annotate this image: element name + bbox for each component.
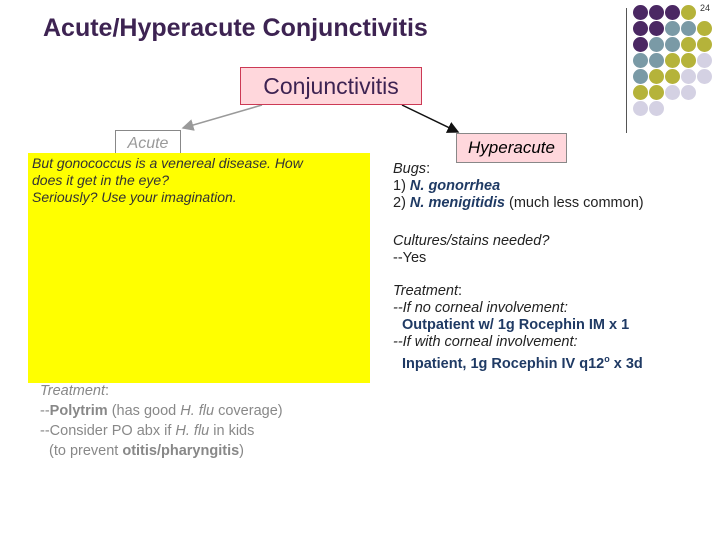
treatment-detail: Inpatient, 1g Rocephin IV q12$^o$ x 3d [402,354,643,372]
spacer [393,212,644,233]
note-line: Seriously? Use your imagination. [32,189,237,205]
page-number: 24 [700,3,711,13]
slide-title: Acute/Hyperacute Conjunctivitis [43,14,428,42]
note-line: But gonococcus is a venereal disease. How [32,155,303,171]
acute-treatment-line: --Consider PO abx if H. flu in kids [40,423,255,439]
acute-treatment-heading: Treatment: [40,383,110,399]
treatment-condition: --If no corneal involvement: [393,300,568,316]
hyperacute-node: Hyperacute [456,133,567,163]
conjunctivitis-node: Conjunctivitis [240,67,422,105]
bugs-heading: Bugs: [393,161,431,177]
note-line: does it get in the eye? [32,172,169,188]
bug-item: 1) N. gonorrhea [393,178,501,194]
cultures-heading: Cultures/stains needed? [393,233,550,249]
acute-node: Acute [115,130,181,157]
highlight-note-text [32,155,303,206]
cultures-value: --Yes [393,250,427,266]
acute-treatment-line: (to prevent otitis/pharyngitis) [49,443,245,459]
arrow-to-acute [183,105,262,128]
acute-treatment-line: --Polytrim (has good H. flu coverage) [40,403,283,419]
acute-treatment [40,381,283,461]
hyperacute-details [393,161,644,373]
spacer [393,267,644,283]
treatment-detail: Outpatient w/ 1g Rocephin IM x 1 [402,317,630,333]
treatment-condition: --If with corneal involvement: [393,334,578,350]
bug-item: 2) N. menigitidis (much less common) [393,195,644,211]
treatment-heading: Treatment: [393,283,463,299]
arrow-to-hyperacute [402,105,458,132]
